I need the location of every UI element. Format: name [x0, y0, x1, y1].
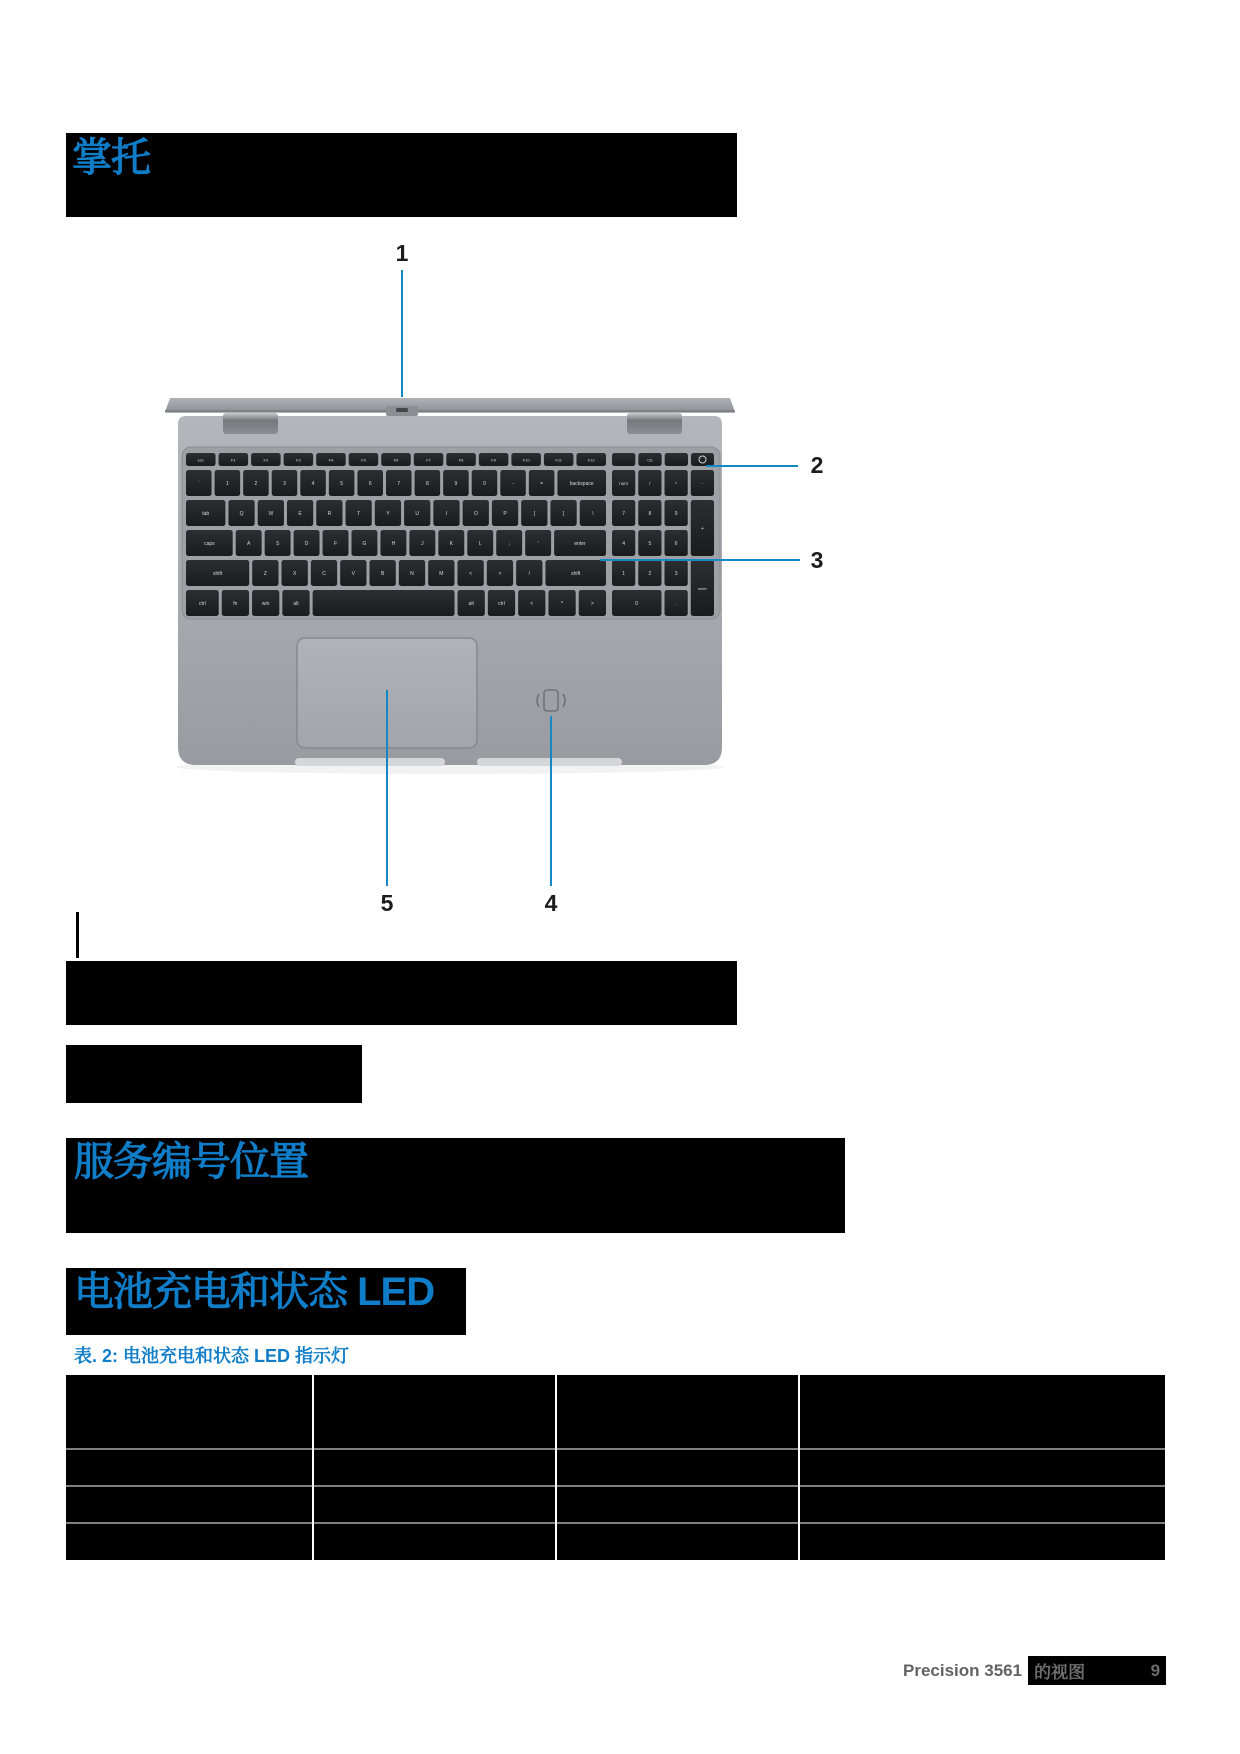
- svg-text:6: 6: [674, 540, 678, 547]
- svg-text:8: 8: [425, 480, 429, 487]
- svg-text:tab: tab: [202, 510, 210, 517]
- svg-text:`: `: [197, 480, 200, 487]
- svg-text:+: +: [700, 526, 704, 532]
- table-row-divider-3: [66, 1522, 1165, 1524]
- svg-text:^: ^: [560, 600, 564, 607]
- callout-label-1: 1: [395, 240, 409, 266]
- svg-text:CE: CE: [647, 457, 653, 463]
- svg-text:4: 4: [622, 540, 626, 547]
- svg-text:F9: F9: [491, 457, 496, 463]
- svg-text:Q: Q: [239, 510, 244, 517]
- svg-text:J: J: [421, 540, 424, 547]
- svg-text:7: 7: [397, 480, 401, 487]
- laptop-lid-edge: [165, 398, 735, 412]
- footer-page-number: 9: [1150, 1660, 1161, 1680]
- svg-text:R: R: [327, 510, 332, 517]
- callout-label-5: 5: [380, 890, 394, 916]
- svg-text:A: A: [247, 540, 251, 547]
- svg-text:num: num: [619, 480, 629, 486]
- svg-text:]: ]: [562, 510, 565, 517]
- svg-text:F2: F2: [263, 457, 269, 463]
- svg-text:F6: F6: [393, 457, 399, 463]
- table-column-divider-3: [798, 1375, 800, 1560]
- svg-text:-: -: [512, 480, 514, 487]
- footer-suffix-box: [1028, 1656, 1166, 1685]
- svg-text:=: =: [540, 480, 544, 487]
- svg-text:;: ;: [508, 540, 510, 547]
- redacted-paragraph-2: [66, 1045, 362, 1103]
- svg-text:Y: Y: [386, 510, 390, 517]
- battery-led-table: [66, 1375, 1165, 1560]
- svg-text:F8: F8: [458, 457, 464, 463]
- svg-text:5: 5: [648, 540, 652, 547]
- callout-line-3: [600, 559, 800, 561]
- svg-text:4: 4: [311, 480, 315, 487]
- table-column-divider-2: [555, 1375, 557, 1560]
- svg-text:caps: caps: [204, 540, 215, 547]
- svg-text:alt: alt: [468, 600, 474, 607]
- svg-text:enter: enter: [697, 586, 707, 591]
- svg-text:F4: F4: [328, 457, 334, 463]
- svg-text:5: 5: [340, 480, 344, 487]
- svg-text:Z: Z: [263, 570, 267, 577]
- svg-text:*: *: [675, 480, 678, 486]
- hinge-left: [223, 413, 278, 434]
- svg-text:>: >: [590, 600, 594, 607]
- svg-text:>: >: [498, 570, 502, 577]
- change-bar: [76, 912, 79, 958]
- svg-text:ctrl: ctrl: [498, 600, 505, 607]
- table-row-divider-2: [66, 1485, 1165, 1487]
- svg-text:M: M: [439, 570, 444, 577]
- camera-slot: [396, 408, 408, 412]
- foot-notch-left: [295, 758, 445, 766]
- svg-text:.: .: [675, 600, 677, 607]
- service-tag-heading: 服务编号位置: [74, 1140, 308, 1184]
- svg-text:T: T: [357, 510, 361, 517]
- svg-text:3: 3: [674, 570, 678, 577]
- svg-text:8: 8: [648, 510, 652, 517]
- svg-text:F: F: [333, 540, 338, 547]
- svg-text:/: /: [649, 480, 651, 486]
- svg-text:<: <: [469, 570, 473, 577]
- svg-text:F1: F1: [230, 457, 236, 463]
- svg-text:1: 1: [622, 570, 626, 577]
- battery-led-section-bar: [66, 1268, 466, 1335]
- svg-text:<: <: [530, 600, 534, 607]
- svg-text:H: H: [391, 540, 396, 547]
- svg-text:alt: alt: [293, 600, 299, 607]
- svg-text:[: [: [533, 510, 536, 517]
- page-title-bar: [66, 133, 737, 217]
- svg-text:F11: F11: [555, 457, 562, 463]
- svg-text:0: 0: [483, 480, 486, 487]
- svg-text:P: P: [503, 510, 507, 517]
- callout-line-4: [550, 716, 552, 886]
- svg-text:E: E: [298, 510, 302, 517]
- callout-label-2: 2: [810, 452, 824, 478]
- svg-text:2: 2: [254, 480, 258, 487]
- svg-text:esc: esc: [197, 457, 204, 463]
- callout-label-3: 3: [810, 547, 824, 573]
- footer-suffix: 的视图: [1034, 1663, 1086, 1682]
- svg-text:3: 3: [283, 480, 286, 487]
- svg-text:-: -: [701, 480, 704, 486]
- svg-text:F12: F12: [587, 457, 595, 463]
- svg-text:7: 7: [622, 510, 626, 517]
- callout-line-5: [386, 690, 388, 886]
- service-tag-section-bar: [66, 1138, 845, 1233]
- svg-text:K: K: [449, 540, 453, 547]
- svg-text:F10: F10: [522, 457, 530, 463]
- svg-text:fn: fn: [233, 600, 238, 607]
- svg-text:1: 1: [225, 480, 229, 487]
- footer-product: Precision 3561: [903, 1660, 1023, 1680]
- svg-text:9: 9: [454, 480, 458, 487]
- svg-text:O: O: [473, 510, 478, 517]
- svg-text:L: L: [478, 540, 482, 547]
- svg-text:': ': [537, 540, 539, 547]
- page-footer: [903, 1656, 1166, 1685]
- callout-label-4: 4: [544, 890, 558, 916]
- svg-text:C: C: [322, 570, 326, 577]
- page-title: 掌托: [72, 136, 150, 180]
- hinge-right: [627, 413, 682, 434]
- svg-text:G: G: [362, 540, 367, 547]
- callout-line-2: [706, 465, 798, 467]
- laptop-palmrest-illustration: [140, 350, 760, 780]
- svg-text:6: 6: [368, 480, 372, 487]
- svg-text:V: V: [351, 570, 355, 577]
- svg-text:W: W: [268, 510, 274, 517]
- callout-line-1: [401, 270, 403, 397]
- svg-text:backspace: backspace: [569, 480, 594, 487]
- keyboard-keys: [186, 453, 714, 616]
- svg-text:\: \: [592, 510, 594, 517]
- svg-text:shift: shift: [213, 570, 223, 577]
- svg-text:B: B: [380, 570, 385, 577]
- svg-text:F7: F7: [426, 457, 431, 463]
- svg-text:shift: shift: [571, 570, 581, 577]
- svg-text:F3: F3: [296, 457, 301, 463]
- lid-underside-shadow: [165, 410, 735, 413]
- svg-text:S: S: [275, 540, 280, 547]
- svg-text:/: /: [528, 570, 530, 577]
- svg-text:9: 9: [674, 510, 678, 517]
- svg-text:2: 2: [648, 570, 652, 577]
- svg-text:0: 0: [635, 600, 639, 607]
- table-column-divider-1: [312, 1375, 314, 1560]
- svg-text:enter: enter: [574, 540, 586, 547]
- svg-text:U: U: [415, 510, 420, 517]
- svg-text:ctrl: ctrl: [199, 600, 206, 607]
- table-row-divider-1: [66, 1448, 1165, 1450]
- svg-text:X: X: [293, 570, 297, 577]
- svg-text:I: I: [445, 510, 448, 517]
- svg-text:N: N: [410, 570, 414, 577]
- svg-text:win: win: [261, 600, 270, 607]
- redacted-paragraph-1: [66, 961, 737, 1025]
- table-caption: 表. 2: 电池充电和状态 LED 指示灯: [74, 1346, 350, 1366]
- svg-text:F5: F5: [361, 457, 366, 463]
- battery-led-heading: 电池充电和状态 LED: [74, 1270, 435, 1314]
- svg-text:D: D: [304, 540, 309, 547]
